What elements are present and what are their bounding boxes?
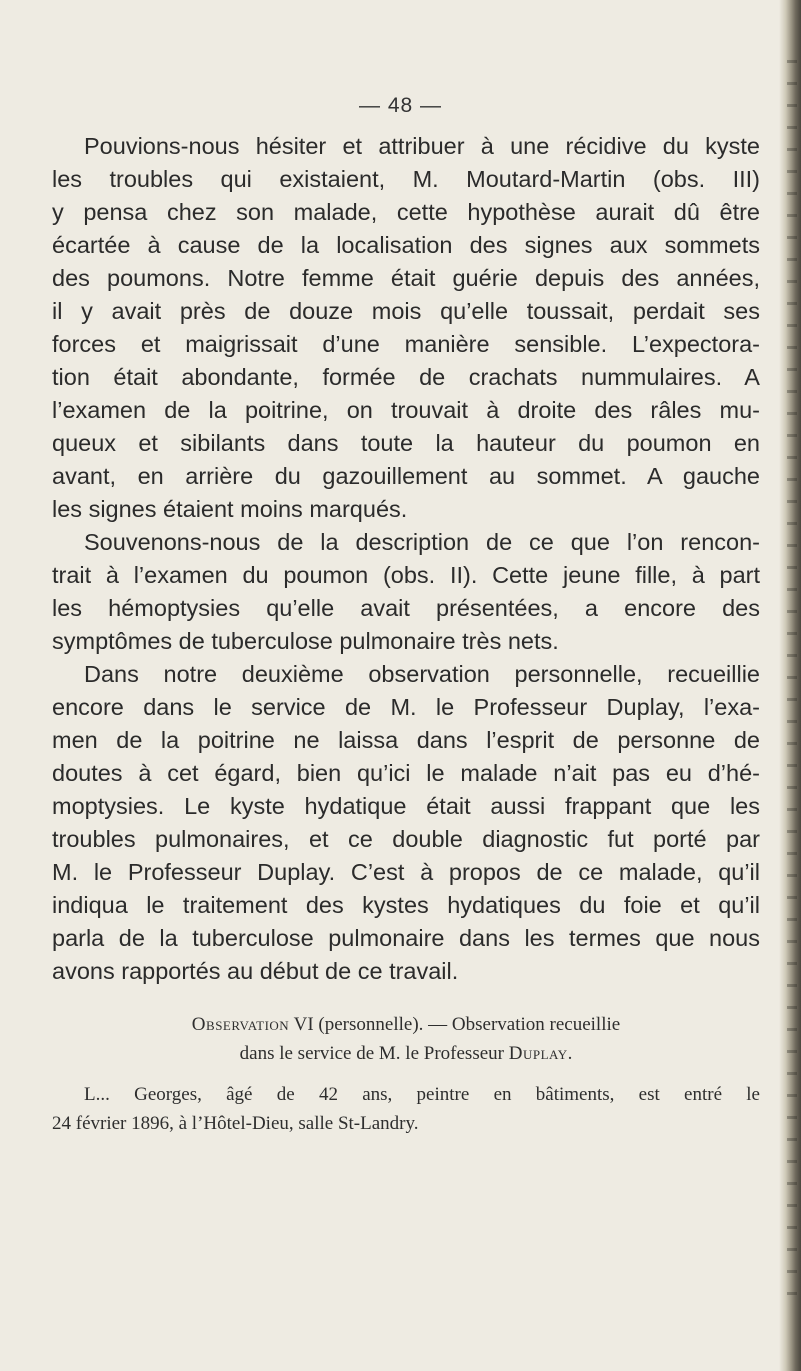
observation-subline (52, 1039, 760, 1068)
text-line: Pouvions-nous hésiter et attribuer à une récidive du kyste (84, 133, 760, 159)
text-line: encore dans le service de M. le Professeur Duplay, l’exa- (52, 694, 760, 720)
page-number: — 48 — (358, 94, 443, 117)
observation-heading-rest: VI (personnelle). — Observation recueillie (289, 1014, 621, 1035)
page-edge-texture (787, 60, 797, 1310)
text-line: trait à l’examen du poumon (obs. II). Cette jeune fille, à part (52, 562, 760, 588)
body-paragraphs (52, 130, 760, 988)
text-line: il y avait près de douze mois qu’elle toussait, perdait ses (52, 298, 760, 324)
observation-subline-prefix: dans le service de M. le Professeur (239, 1043, 509, 1064)
observation-block (52, 1010, 760, 1138)
text-line: des poumons. Notre femme était guérie depuis des années, (52, 265, 760, 291)
text-line: l’examen de la poitrine, on trouvait à droite des râles mu- (52, 397, 760, 423)
text-line: avant, en arrière du gazouillement au sommet. A gauche (52, 463, 760, 489)
text-line: men de la poitrine ne laissa dans l’esprit de personne de (52, 727, 760, 753)
observation-subline-suffix: . (567, 1043, 573, 1064)
text-line: doutes à cet égard, bien qu’ici le malade n’ait pas eu d’hé- (52, 760, 760, 786)
observation-subline-name: Duplay (508, 1043, 568, 1064)
observation-case-line: 24 février 1896, à l’Hôtel-Dieu, salle St-Landry. (52, 1113, 419, 1134)
text-line: tion était abondante, formée de crachats nummulaires. A (52, 364, 760, 390)
text-line: M. le Professeur Duplay. C’est à propos de ce malade, qu’il (52, 859, 760, 885)
text-line: les signes étaient moins marqués. (52, 496, 408, 522)
text-line: les hémoptysies qu’elle avait présentées, a encore des (52, 595, 760, 621)
text-line: forces et maigrissait d’une manière sensible. L’expectora- (52, 331, 760, 357)
text-line: y pensa chez son malade, cette hypothèse aurait dû être (52, 199, 760, 225)
text-line: Souvenons-nous de la description de ce que l’on rencon- (84, 529, 760, 555)
text-line: les troubles qui existaient, M. Moutard-Martin (obs. III) (52, 166, 760, 192)
observation-case-line: L... Georges, âgé de 42 ans, peintre en bâtiments, est entré le (84, 1084, 760, 1105)
text-line: avons rapportés au début de ce travail. (52, 958, 459, 984)
observation-label: Observation (191, 1014, 290, 1035)
observation-heading (52, 1010, 760, 1039)
text-line: écartée à cause de la localisation des signes aux sommets (52, 232, 760, 258)
text-line: Dans notre deuxième observation personnelle, recueillie (84, 661, 760, 687)
text-line: queux et sibilants dans toute la hauteur du poumon en (52, 430, 760, 456)
text-line: moptysies. Le kyste hydatique était aussi frappant que les (52, 793, 760, 819)
text-line: indiqua le traitement des kystes hydatiques du foie et qu’il (52, 892, 760, 918)
text-line: parla de la tuberculose pulmonaire dans les termes que nous (52, 925, 760, 951)
text-line: symptômes de tuberculose pulmonaire très nets. (52, 628, 559, 654)
text-line: troubles pulmonaires, et ce double diagnostic fut porté par (52, 826, 760, 852)
